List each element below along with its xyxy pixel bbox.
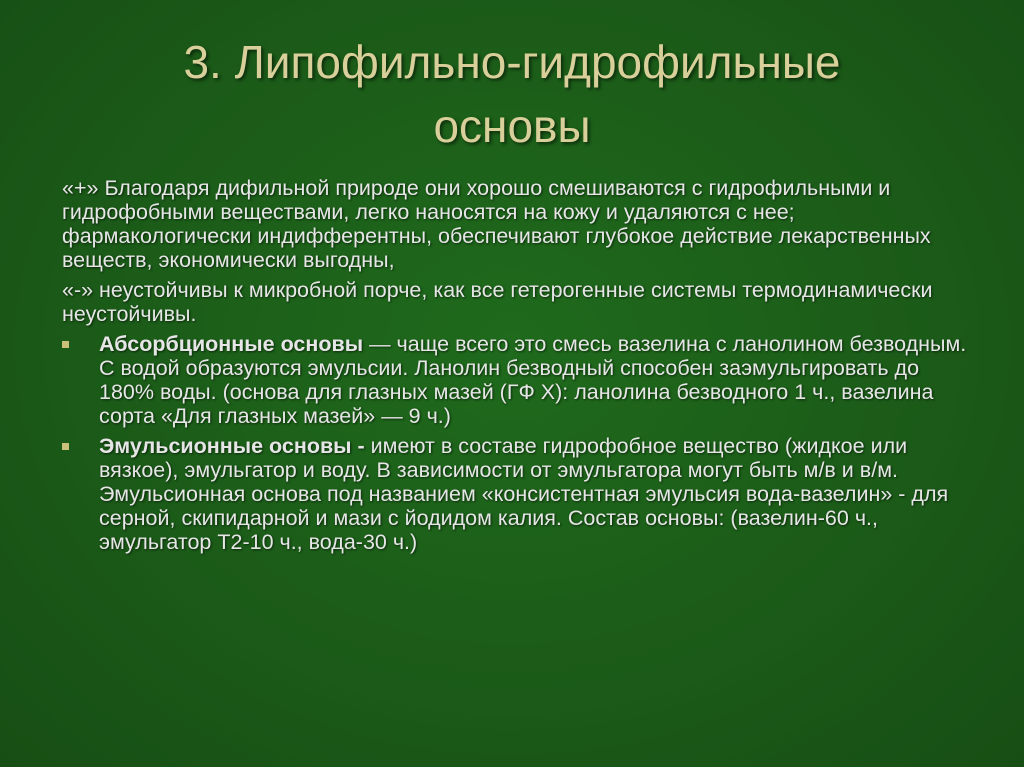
pros-paragraph [62, 176, 972, 272]
bullet-emulsion-bases [62, 434, 972, 554]
bullet-absorption-bases [62, 332, 972, 428]
square-bullet-icon [62, 443, 69, 450]
cons-paragraph [62, 278, 972, 326]
bullet-text: — чаще всего это смесь вазелина с ланолином безводным. С водой образуются эмульсии. Ланолин безводный способен заэмульгировать до 180% воды. (основа для глазных мазей (ГФ Х): ланолина безводного 1 ч., вазелина сорта «Для глазных мазей» — 9 ч.) [99, 332, 967, 428]
pros-text: «+» Благодаря дифильной природе они хорошо смешиваются с гидрофильными и гидрофобными веществами, легко наносятся на кожу и удаляются с нее; фармакологически индифферентны, обеспечивают глубокое действие лекарственных веществ, экономически выгодны, [62, 176, 931, 272]
slide-title-line-2: основы [433, 100, 591, 152]
slide-title-line-1: 3. Липофильно-гидрофильные [183, 36, 841, 88]
bullet-heading: Абсорбционные основы [99, 332, 364, 356]
slide-title [40, 30, 984, 158]
bullet-heading: Эмульсионные основы - [99, 434, 365, 458]
bullet-text: имеют в составе гидрофобное вещество (жидкое или вязкое), эмульгатор и воду. В зависимости от эмульгатора могут быть м/в и в/м. Эмульсионная основа под названием «консистентная эмульсия вода-вазелин» - для серной, скипидарной и мази с йодидом калия. Состав основы: (вазелин-60 ч., эмульгатор Т2-10 ч., вода-30 ч.) [99, 434, 949, 554]
cons-text: «-» неустойчивы к микробной порче, как все гетерогенные системы термодинамически неустойчивы. [62, 278, 933, 326]
square-bullet-icon [62, 341, 69, 348]
slide-body [62, 176, 972, 560]
